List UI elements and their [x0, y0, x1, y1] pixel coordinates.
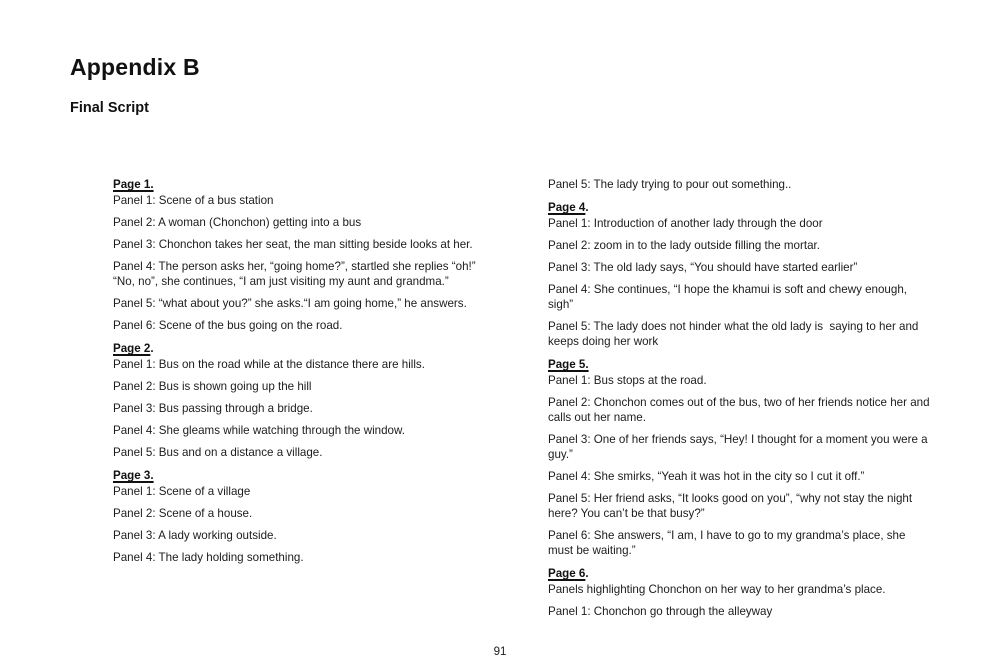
page-heading-1-label: Page 1. — [113, 178, 154, 191]
appendix-title: Appendix B — [70, 54, 200, 80]
panel-line: Panel 2: Bus is shown going up the hill — [113, 380, 312, 393]
panel-line: Panel 6: She answers, “I am, I have to go to my grandma’s place, she must be waiting.” — [548, 529, 909, 557]
panel-line: Panel 1: Bus stops at the road. — [548, 374, 707, 387]
right-column — [548, 177, 933, 619]
panel-line: Panel 3: Bus passing through a bridge. — [113, 402, 313, 415]
panel-line: Panel 1: Scene of a bus station — [113, 194, 274, 207]
panel-line: Panel 3: A lady working outside. — [113, 529, 277, 542]
panel-line: Panel 1: Scene of a village — [113, 485, 251, 498]
panel-line: Panel 1: Bus on the road while at the distance there are hills. — [113, 358, 425, 371]
panel-line: Panel 2: Scene of a house. — [113, 507, 253, 520]
panel-line: Panel 6: Scene of the bus going on the road. — [113, 319, 343, 332]
panel-line: Panel 5: Bus and on a distance a village. — [113, 446, 323, 459]
panel-line: Panel 2: Chonchon comes out of the bus, two of her friends notice her and calls out her name. — [548, 396, 933, 424]
panel-line: Panel 4: The person asks her, “going home?”, startled she replies “oh!” “No, no”, she continues, “I am just visiting my aunt and grandma.” — [113, 260, 479, 288]
page-heading-2-label: Page 2 — [113, 342, 151, 355]
panel-line: Panel 1: Chonchon go through the alleyway — [548, 605, 773, 618]
panel-line: Panel 5: “what about you?” she asks.“I am going home,” he answers. — [113, 297, 467, 310]
panel-line: Panel 3: The old lady says, “You should have started earlier” — [548, 261, 858, 274]
panel-line: Panel 4: She gleams while watching through the window. — [113, 424, 405, 437]
page-heading-2 — [113, 341, 491, 356]
page-heading-6-suffix: . — [585, 567, 589, 580]
panel-line: Panel 4: The lady holding something. — [113, 551, 304, 564]
page-heading-3-label: Page 3. — [113, 469, 154, 482]
page-number: 91 — [493, 646, 507, 658]
page-heading-5 — [548, 357, 933, 372]
page-heading-4-label: Page 4 — [548, 201, 586, 214]
page-heading-6-label: Page 6 — [548, 567, 586, 580]
final-script-subtitle: Final Script — [70, 100, 149, 116]
page-heading-3 — [113, 468, 491, 483]
page-heading-5-label: Page 5. — [548, 358, 589, 371]
page-heading-4-suffix: . — [585, 201, 589, 214]
left-column — [113, 177, 491, 619]
panel-line: Panel 2: A woman (Chonchon) getting into a bus — [113, 216, 362, 229]
panel-line: Panel 4: She continues, “I hope the khamui is soft and chewy enough, sigh” — [548, 283, 911, 311]
panel-line: Panel 5: The lady does not hinder what the old lady is saying to her and keeps doing her work — [548, 320, 922, 348]
panel-line: Panel 5: The lady trying to pour out something.. — [548, 178, 792, 191]
panel-line: Panel 3: One of her friends says, “Hey! I thought for a moment you were a guy.” — [548, 433, 931, 461]
panel-line: Panel 2: zoom in to the lady outside filling the mortar. — [548, 239, 820, 252]
page-heading-2-suffix: . — [150, 342, 154, 355]
script-columns — [0, 177, 1000, 619]
panel-line: Panel 5: Her friend asks, “It looks good on you”, “why not stay the night here? You can’t be that busy?” — [548, 492, 916, 520]
panel-line: Panels highlighting Chonchon on her way to her grandma’s place. — [548, 583, 886, 596]
page-heading-1 — [113, 177, 491, 192]
page-heading-6 — [548, 566, 933, 581]
panel-line: Panel 1: Introduction of another lady through the door — [548, 217, 823, 230]
panel-line: Panel 4: She smirks, “Yeah it was hot in the city so I cut it off.” — [548, 470, 865, 483]
panel-line: Panel 3: Chonchon takes her seat, the man sitting beside looks at her. — [113, 238, 473, 251]
page-heading-4 — [548, 200, 933, 215]
